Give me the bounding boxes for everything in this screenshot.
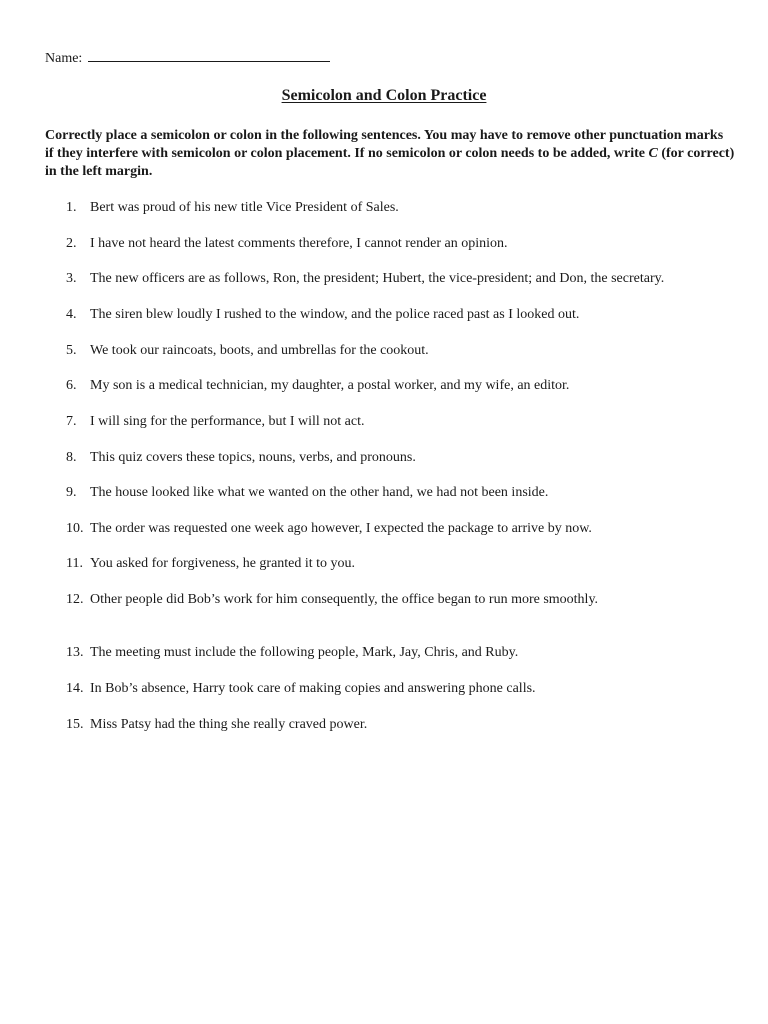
exercise-number: 4. — [66, 307, 77, 322]
exercise-item — [0, 449, 760, 467]
exercise-item — [0, 716, 760, 734]
name-field-row — [45, 48, 330, 67]
exercise-sentence: I have not heard the latest comments therefore, I cannot render an opinion. — [90, 236, 508, 251]
exercise-number: 13. — [66, 645, 84, 660]
exercise-number: 11. — [66, 556, 83, 571]
instructions — [45, 127, 735, 181]
exercise-item — [0, 413, 760, 431]
exercise-number: 2. — [66, 236, 77, 251]
exercise-item — [0, 270, 760, 288]
exercise-number: 6. — [66, 378, 77, 393]
exercise-number: 3. — [66, 271, 77, 286]
worksheet-title: Semicolon and Colon Practice — [281, 87, 487, 104]
instructions-text-start: Correctly place a semicolon or colon in the following sentences. You may have to remove other punctuation marks if they interfere with semicolon or colon placement. If no semicolon or colon needs to be added, write — [45, 128, 724, 161]
exercise-sentence: The meeting must include the following people, Mark, Jay, Chris, and Ruby. — [90, 645, 519, 660]
exercise-sentence: Other people did Bob’s work for him consequently, the office began to run more smoothly. — [90, 592, 599, 607]
exercise-number: 10. — [66, 521, 84, 536]
exercise-sentence: In Bob’s absence, Harry took care of making copies and answering phone calls. — [90, 681, 536, 696]
exercise-sentence: Miss Patsy had the thing she really craved power. — [90, 717, 368, 732]
exercise-sentence: Bert was proud of his new title Vice President of Sales. — [90, 200, 399, 215]
instructions-c-letter: C — [648, 146, 658, 161]
exercise-number: 1. — [66, 200, 77, 215]
exercise-item — [0, 680, 760, 698]
exercise-number: 7. — [66, 414, 77, 429]
exercise-sentence: The house looked like what we wanted on the other hand, we had not been inside. — [90, 485, 549, 500]
exercise-number: 15. — [66, 717, 84, 732]
instructions-text-end: (for correct) in the left margin. — [45, 146, 735, 179]
exercise-number: 14. — [66, 681, 84, 696]
exercise-sentence: You asked for forgiveness, he granted it to you. — [90, 556, 356, 571]
exercise-item — [0, 199, 760, 217]
exercise-item — [0, 644, 760, 662]
exercise-item — [0, 306, 760, 324]
exercise-sentence: My son is a medical technician, my daughter, a postal worker, and my wife, an editor. — [90, 378, 570, 393]
exercise-number: 12. — [66, 592, 84, 607]
exercise-item — [0, 377, 760, 395]
name-blank-line — [88, 48, 330, 62]
exercise-sentence: This quiz covers these topics, nouns, verbs, and pronouns. — [90, 450, 416, 465]
exercise-sentence: The order was requested one week ago however, I expected the package to arrive by now. — [90, 521, 592, 536]
exercise-item — [0, 591, 760, 609]
exercise-item — [0, 484, 760, 502]
exercise-sentence: We took our raincoats, boots, and umbrellas for the cookout. — [90, 343, 429, 358]
exercise-number: 9. — [66, 485, 77, 500]
exercise-number: 5. — [66, 343, 77, 358]
exercise-sentence: The siren blew loudly I rushed to the window, and the police raced past as I looked out. — [90, 307, 580, 322]
exercise-sentence: The new officers are as follows, Ron, the president; Hubert, the vice-president; and Don, the secretary. — [90, 271, 665, 286]
exercise-item — [0, 520, 760, 538]
exercise-sentence: I will sing for the performance, but I will not act. — [90, 414, 365, 429]
name-label: Name: — [45, 51, 83, 66]
exercise-item — [0, 555, 760, 573]
exercise-item — [0, 235, 760, 253]
exercise-item — [0, 342, 760, 360]
exercise-number: 8. — [66, 450, 77, 465]
